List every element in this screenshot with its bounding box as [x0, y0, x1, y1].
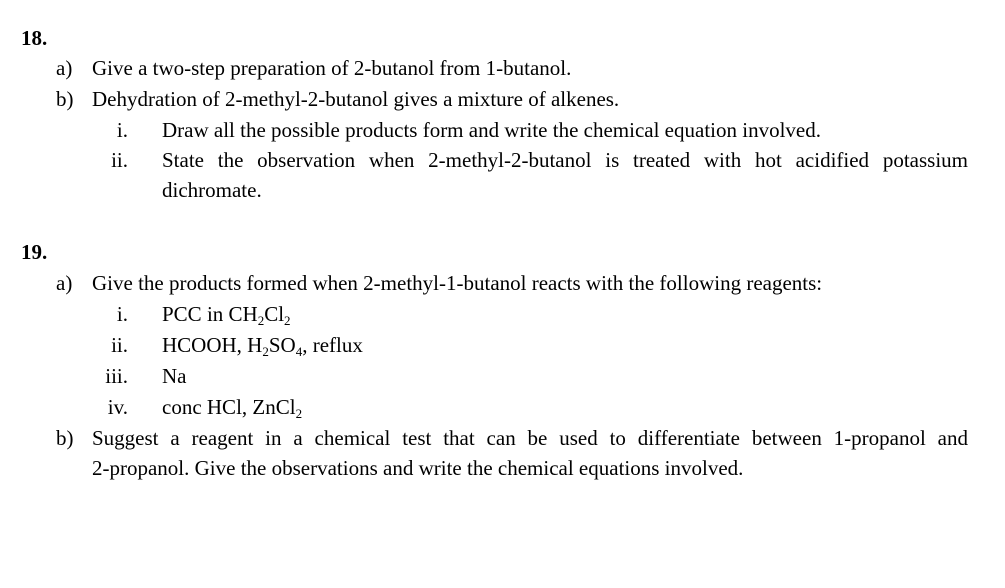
subpart-text-18b-ii-line1: State the observation when 2-methyl-2-butanol is treated with hot acidified potassium [162, 148, 968, 172]
subpart-label-18b-i: i. [116, 118, 128, 142]
part-label-19a: a) [56, 271, 73, 295]
question-number-19: 19. [21, 240, 48, 264]
subpart-text-19a-iv: conc HCl, ZnCl$_2$ [162, 395, 303, 421]
subpart-label-19a-iv: iv. [107, 395, 128, 419]
part-text-18a: Give a two-step preparation of 2-butanol from 1-butanol. [92, 56, 572, 80]
subpart-text-18b-i: Draw all the possible products form and write the chemical equation involved. [162, 118, 821, 142]
subpart-text-19a-ii: HCOOH, $H_2SO_4$, reflux [162, 333, 363, 359]
part-text-19a: Give the products formed when 2-methyl-1-butanol reacts with the following reagents: [92, 271, 823, 295]
subpart-text-19a-iii: Na [162, 364, 187, 388]
subpart-text-19a-i: PCC in $CH_2Cl_2$ [162, 302, 291, 328]
part-label-18a: a) [56, 56, 73, 80]
subpart-label-19a-iii: iii. [105, 364, 128, 388]
part-label-18b: b) [56, 87, 74, 111]
question-number-18: 18. [21, 26, 48, 50]
subpart-label-19a-ii: ii. [111, 333, 128, 357]
subpart-label-19a-i: i. [116, 302, 128, 326]
subpart-label-18b-ii: ii. [111, 148, 128, 172]
part-text-19b-line1: Suggest a reagent in a chemical test that can be used to differentiate between 1-propanol and [92, 426, 968, 450]
part-text-18b: Dehydration of 2-methyl-2-butanol gives a mixture of alkenes. [92, 87, 620, 111]
part-text-19b-line2: 2-propanol. Give the observations and write the chemical equations involved. [92, 456, 744, 480]
part-label-19b: b) [56, 426, 74, 450]
subpart-text-18b-ii-line2: dichromate. [162, 178, 262, 202]
